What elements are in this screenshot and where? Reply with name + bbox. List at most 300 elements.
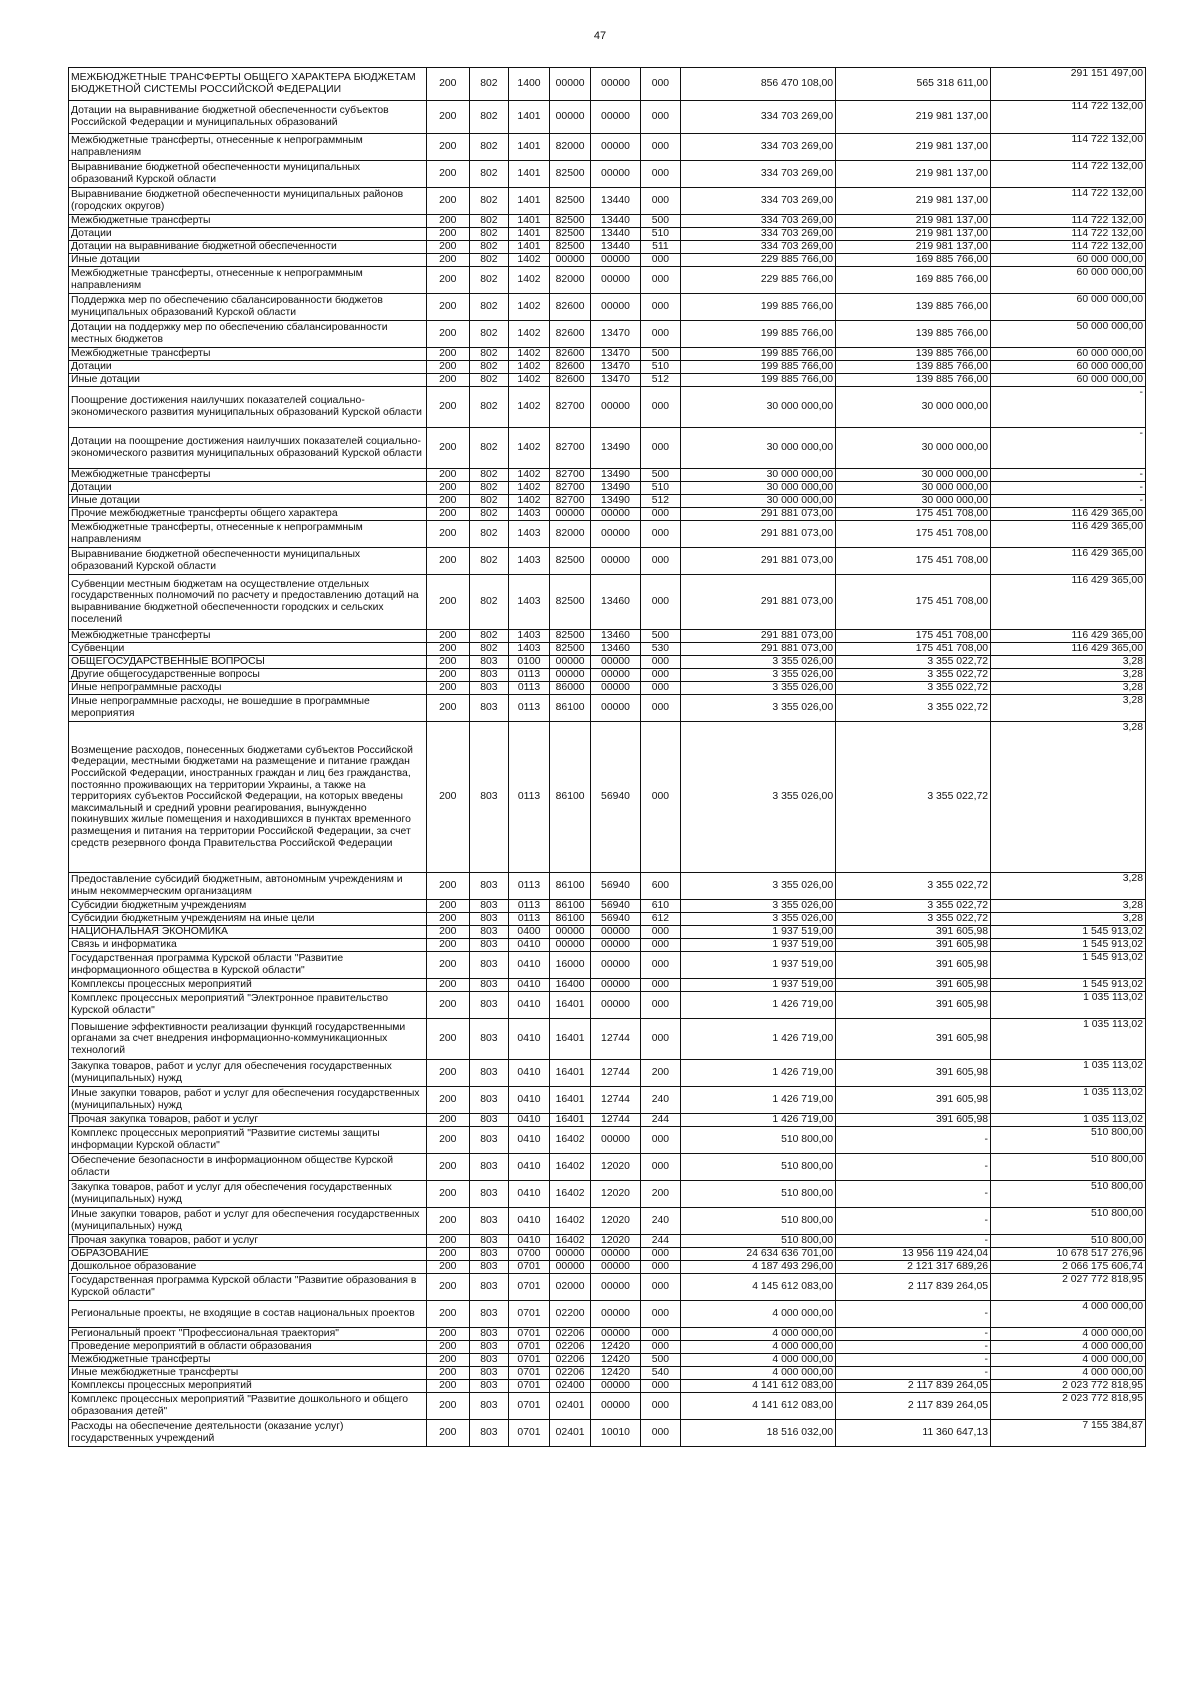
amount-cell-a2: - [836, 1127, 991, 1154]
amount-cell-a1: 1 426 719,00 [681, 992, 836, 1019]
amount-cell-a3: 291 151 497,00 [991, 68, 1146, 101]
code-cell-c2: 803 [469, 1114, 509, 1127]
amount-cell-a2: 391 605,98 [836, 1019, 991, 1060]
code-cell-c2: 803 [469, 1380, 509, 1393]
code-cell-c2: 802 [469, 267, 509, 294]
table-row [69, 294, 1146, 321]
amount-cell-a1: 510 800,00 [681, 1127, 836, 1154]
amount-cell-a2: 219 981 137,00 [836, 161, 991, 188]
amount-cell-a3: 3,28 [991, 669, 1146, 682]
code-cell-c6: 000 [640, 1380, 681, 1393]
table-row [69, 161, 1146, 188]
row-name-cell: Закупка товаров, работ и услуг для обеспечения государственных (муниципальных) нужд [69, 1181, 427, 1208]
code-cell-c1: 200 [426, 913, 469, 926]
code-cell-c1: 200 [426, 228, 469, 241]
code-cell-c6: 240 [640, 1208, 681, 1235]
amount-cell-a2: 3 355 022,72 [836, 669, 991, 682]
code-cell-c2: 802 [469, 161, 509, 188]
amount-cell-a3: 510 800,00 [991, 1208, 1146, 1235]
code-cell-c3: 0701 [509, 1420, 550, 1447]
code-cell-c1: 200 [426, 348, 469, 361]
row-name-cell: Комплексы процессных мероприятий [69, 979, 427, 992]
code-cell-c4: 82500 [549, 188, 591, 215]
code-cell-c4: 16402 [549, 1127, 591, 1154]
code-cell-c5: 12420 [591, 1354, 640, 1367]
code-cell-c5: 00000 [591, 1393, 640, 1420]
amount-cell-a3: 114 722 132,00 [991, 101, 1146, 134]
amount-cell-a2: 13 956 119 424,04 [836, 1248, 991, 1261]
code-cell-c6: 500 [640, 1354, 681, 1367]
code-cell-c6: 000 [640, 1274, 681, 1301]
code-cell-c5: 13470 [591, 361, 640, 374]
amount-cell-a1: 30 000 000,00 [681, 495, 836, 508]
code-cell-c5: 00000 [591, 1328, 640, 1341]
row-name-cell: МЕЖБЮДЖЕТНЫЕ ТРАНСФЕРТЫ ОБЩЕГО ХАРАКТЕРА БЮДЖЕТАМ БЮДЖЕТНОЙ СИСТЕМЫ РОССИЙСКОЙ ФЕДЕРАЦИИ [69, 68, 427, 101]
amount-cell-a1: 229 885 766,00 [681, 267, 836, 294]
row-name-cell: Комплекс процессных мероприятий "Развитие дошкольного и общего образования детей" [69, 1393, 427, 1420]
amount-cell-a2: 391 605,98 [836, 1060, 991, 1087]
code-cell-c6: 000 [640, 161, 681, 188]
amount-cell-a1: 199 885 766,00 [681, 361, 836, 374]
amount-cell-a1: 4 187 493 296,00 [681, 1261, 836, 1274]
code-cell-c5: 13470 [591, 348, 640, 361]
code-cell-c6: 540 [640, 1367, 681, 1380]
code-cell-c2: 802 [469, 294, 509, 321]
amount-cell-a2: 3 355 022,72 [836, 656, 991, 669]
code-cell-c3: 0701 [509, 1380, 550, 1393]
code-cell-c3: 1401 [509, 101, 550, 134]
code-cell-c3: 0410 [509, 1235, 550, 1248]
amount-cell-a2: 175 451 708,00 [836, 643, 991, 656]
amount-cell-a3: 4 000 000,00 [991, 1341, 1146, 1354]
code-cell-c4: 82600 [549, 374, 591, 387]
amount-cell-a3: 60 000 000,00 [991, 254, 1146, 267]
amount-cell-a2: 30 000 000,00 [836, 469, 991, 482]
row-name-cell: ОБЩЕГОСУДАРСТВЕННЫЕ ВОПРОСЫ [69, 656, 427, 669]
code-cell-c2: 802 [469, 469, 509, 482]
code-cell-c5: 00000 [591, 101, 640, 134]
code-cell-c5: 13490 [591, 469, 640, 482]
code-cell-c4: 02000 [549, 1274, 591, 1301]
amount-cell-a2: - [836, 1208, 991, 1235]
code-cell-c6: 000 [640, 1127, 681, 1154]
amount-cell-a2: 219 981 137,00 [836, 101, 991, 134]
code-cell-c3: 0701 [509, 1274, 550, 1301]
code-cell-c6: 000 [640, 254, 681, 267]
amount-cell-a1: 334 703 269,00 [681, 161, 836, 188]
table-row [69, 1420, 1146, 1447]
code-cell-c1: 200 [426, 1060, 469, 1087]
code-cell-c6: 000 [640, 952, 681, 979]
amount-cell-a2: 175 451 708,00 [836, 575, 991, 630]
code-cell-c2: 802 [469, 254, 509, 267]
amount-cell-a2: 391 605,98 [836, 979, 991, 992]
amount-cell-a3: 1 035 113,02 [991, 992, 1146, 1019]
table-row [69, 1087, 1146, 1114]
row-name-cell: Региональные проекты, не входящие в состав национальных проектов [69, 1301, 427, 1328]
code-cell-c4: 86100 [549, 900, 591, 913]
amount-cell-a2: 3 355 022,72 [836, 900, 991, 913]
row-name-cell: Дотации на выравнивание бюджетной обеспеченности [69, 241, 427, 254]
code-cell-c3: 0113 [509, 873, 550, 900]
code-cell-c2: 802 [469, 374, 509, 387]
code-cell-c4: 16402 [549, 1154, 591, 1181]
code-cell-c1: 200 [426, 267, 469, 294]
code-cell-c5: 00000 [591, 992, 640, 1019]
code-cell-c6: 500 [640, 630, 681, 643]
amount-cell-a2: 219 981 137,00 [836, 134, 991, 161]
amount-cell-a2: 219 981 137,00 [836, 215, 991, 228]
table-row [69, 939, 1146, 952]
amount-cell-a2: 30 000 000,00 [836, 495, 991, 508]
code-cell-c6: 000 [640, 321, 681, 348]
code-cell-c4: 16401 [549, 992, 591, 1019]
code-cell-c3: 1401 [509, 215, 550, 228]
row-name-cell: Прочая закупка товаров, работ и услуг [69, 1235, 427, 1248]
code-cell-c2: 803 [469, 1248, 509, 1261]
code-cell-c1: 200 [426, 575, 469, 630]
amount-cell-a2: 565 318 611,00 [836, 68, 991, 101]
code-cell-c6: 000 [640, 1248, 681, 1261]
amount-cell-a3: 510 800,00 [991, 1127, 1146, 1154]
amount-cell-a2: 219 981 137,00 [836, 241, 991, 254]
amount-cell-a1: 1 426 719,00 [681, 1087, 836, 1114]
code-cell-c4: 00000 [549, 656, 591, 669]
row-name-cell: НАЦИОНАЛЬНАЯ ЭКОНОМИКА [69, 926, 427, 939]
table-row [69, 267, 1146, 294]
code-cell-c5: 00000 [591, 1301, 640, 1328]
row-name-cell: Межбюджетные трансферты [69, 1354, 427, 1367]
row-name-cell: Иные межбюджетные трансферты [69, 1367, 427, 1380]
code-cell-c3: 1402 [509, 321, 550, 348]
row-name-cell: Другие общегосударственные вопросы [69, 669, 427, 682]
row-name-cell: Дотации [69, 361, 427, 374]
code-cell-c1: 200 [426, 1114, 469, 1127]
code-cell-c4: 82500 [549, 241, 591, 254]
code-cell-c4: 02200 [549, 1301, 591, 1328]
amount-cell-a1: 1 937 519,00 [681, 952, 836, 979]
amount-cell-a1: 1 426 719,00 [681, 1114, 836, 1127]
code-cell-c3: 1403 [509, 508, 550, 521]
code-cell-c3: 0410 [509, 952, 550, 979]
code-cell-c2: 803 [469, 913, 509, 926]
amount-cell-a3: - [991, 469, 1146, 482]
code-cell-c6: 510 [640, 228, 681, 241]
row-name-cell: Государственная программа Курской области "Развитие информационного общества в Курской области" [69, 952, 427, 979]
row-name-cell: Предоставление субсидий бюджетным, автономным учреждениям и иным некоммерческим организациям [69, 873, 427, 900]
table-row [69, 1208, 1146, 1235]
amount-cell-a2: 2 117 839 264,05 [836, 1393, 991, 1420]
code-cell-c4: 16401 [549, 1087, 591, 1114]
amount-cell-a2: 175 451 708,00 [836, 508, 991, 521]
amount-cell-a2: 391 605,98 [836, 926, 991, 939]
row-name-cell: Выравнивание бюджетной обеспеченности муниципальных образований Курской области [69, 548, 427, 575]
code-cell-c4: 00000 [549, 508, 591, 521]
amount-cell-a3: 2 023 772 818,95 [991, 1380, 1146, 1393]
row-name-cell: Выравнивание бюджетной обеспеченности муниципальных образований Курской области [69, 161, 427, 188]
code-cell-c6: 000 [640, 521, 681, 548]
row-name-cell: Связь и информатика [69, 939, 427, 952]
code-cell-c2: 803 [469, 1127, 509, 1154]
code-cell-c5: 00000 [591, 979, 640, 992]
code-cell-c6: 500 [640, 469, 681, 482]
code-cell-c6: 000 [640, 1341, 681, 1354]
code-cell-c2: 802 [469, 361, 509, 374]
code-cell-c4: 16400 [549, 979, 591, 992]
code-cell-c3: 1401 [509, 228, 550, 241]
amount-cell-a1: 334 703 269,00 [681, 101, 836, 134]
code-cell-c4: 82600 [549, 294, 591, 321]
amount-cell-a2: 3 355 022,72 [836, 695, 991, 722]
code-cell-c3: 0701 [509, 1301, 550, 1328]
code-cell-c2: 803 [469, 1154, 509, 1181]
code-cell-c1: 200 [426, 482, 469, 495]
code-cell-c4: 16402 [549, 1235, 591, 1248]
table-row [69, 241, 1146, 254]
code-cell-c3: 0400 [509, 926, 550, 939]
table-row [69, 952, 1146, 979]
code-cell-c6: 000 [640, 508, 681, 521]
code-cell-c2: 803 [469, 722, 509, 873]
code-cell-c2: 803 [469, 979, 509, 992]
row-name-cell: Проведение мероприятий в области образования [69, 1341, 427, 1354]
amount-cell-a2: 30 000 000,00 [836, 428, 991, 469]
code-cell-c6: 244 [640, 1114, 681, 1127]
table-row [69, 1328, 1146, 1341]
amount-cell-a3: 1 035 113,02 [991, 1019, 1146, 1060]
amount-cell-a2: 2 117 839 264,05 [836, 1380, 991, 1393]
code-cell-c4: 00000 [549, 939, 591, 952]
code-cell-c4: 16402 [549, 1181, 591, 1208]
code-cell-c5: 00000 [591, 669, 640, 682]
table-row [69, 68, 1146, 101]
amount-cell-a1: 30 000 000,00 [681, 428, 836, 469]
code-cell-c1: 200 [426, 134, 469, 161]
code-cell-c5: 13440 [591, 215, 640, 228]
amount-cell-a2: 391 605,98 [836, 952, 991, 979]
code-cell-c6: 000 [640, 267, 681, 294]
code-cell-c4: 82000 [549, 267, 591, 294]
amount-cell-a2: 139 885 766,00 [836, 348, 991, 361]
code-cell-c6: 000 [640, 294, 681, 321]
amount-cell-a3: 1 035 113,02 [991, 1060, 1146, 1087]
code-cell-c5: 13470 [591, 374, 640, 387]
amount-cell-a3: 1 035 113,02 [991, 1114, 1146, 1127]
code-cell-c6: 000 [640, 1301, 681, 1328]
row-name-cell: Комплексы процессных мероприятий [69, 1380, 427, 1393]
code-cell-c4: 00000 [549, 68, 591, 101]
table-row [69, 630, 1146, 643]
table-row [69, 722, 1146, 873]
code-cell-c3: 0410 [509, 1127, 550, 1154]
table-row [69, 695, 1146, 722]
amount-cell-a3: 2 023 772 818,95 [991, 1393, 1146, 1420]
amount-cell-a3: 114 722 132,00 [991, 215, 1146, 228]
row-name-cell: Обеспечение безопасности в информационном обществе Курской области [69, 1154, 427, 1181]
code-cell-c3: 0410 [509, 1087, 550, 1114]
amount-cell-a3: 114 722 132,00 [991, 161, 1146, 188]
code-cell-c1: 200 [426, 939, 469, 952]
code-cell-c4: 00000 [549, 254, 591, 267]
code-cell-c5: 13490 [591, 495, 640, 508]
amount-cell-a2: 139 885 766,00 [836, 361, 991, 374]
code-cell-c3: 0701 [509, 1328, 550, 1341]
row-name-cell: Межбюджетные трансферты, отнесенные к непрограммным направлениям [69, 521, 427, 548]
code-cell-c2: 803 [469, 873, 509, 900]
table-row [69, 387, 1146, 428]
code-cell-c5: 00000 [591, 1380, 640, 1393]
row-name-cell: Межбюджетные трансферты [69, 469, 427, 482]
code-cell-c3: 1402 [509, 387, 550, 428]
row-name-cell: Дотации [69, 482, 427, 495]
amount-cell-a1: 3 355 026,00 [681, 913, 836, 926]
amount-cell-a1: 856 470 108,00 [681, 68, 836, 101]
code-cell-c5: 12020 [591, 1235, 640, 1248]
code-cell-c5: 00000 [591, 521, 640, 548]
code-cell-c6: 000 [640, 992, 681, 1019]
code-cell-c6: 530 [640, 643, 681, 656]
code-cell-c4: 82500 [549, 215, 591, 228]
code-cell-c6: 000 [640, 548, 681, 575]
code-cell-c6: 510 [640, 482, 681, 495]
amount-cell-a3: 1 545 913,02 [991, 939, 1146, 952]
row-name-cell: Комплекс процессных мероприятий "Развитие системы защиты информации Курской области" [69, 1127, 427, 1154]
code-cell-c1: 200 [426, 900, 469, 913]
code-cell-c1: 200 [426, 682, 469, 695]
code-cell-c5: 12744 [591, 1114, 640, 1127]
code-cell-c3: 0410 [509, 939, 550, 952]
code-cell-c1: 200 [426, 722, 469, 873]
code-cell-c4: 00000 [549, 101, 591, 134]
code-cell-c6: 000 [640, 926, 681, 939]
amount-cell-a1: 199 885 766,00 [681, 294, 836, 321]
amount-cell-a1: 229 885 766,00 [681, 254, 836, 267]
code-cell-c4: 02206 [549, 1354, 591, 1367]
code-cell-c1: 200 [426, 321, 469, 348]
amount-cell-a2: 2 121 317 689,26 [836, 1261, 991, 1274]
amount-cell-a2: 3 355 022,72 [836, 722, 991, 873]
table-row [69, 215, 1146, 228]
amount-cell-a3: 3,28 [991, 913, 1146, 926]
code-cell-c2: 803 [469, 1261, 509, 1274]
amount-cell-a2: - [836, 1354, 991, 1367]
table-row [69, 1341, 1146, 1354]
amount-cell-a2: 175 451 708,00 [836, 548, 991, 575]
table-row [69, 1060, 1146, 1087]
amount-cell-a1: 510 800,00 [681, 1208, 836, 1235]
code-cell-c5: 12020 [591, 1154, 640, 1181]
amount-cell-a1: 291 881 073,00 [681, 643, 836, 656]
code-cell-c1: 200 [426, 1019, 469, 1060]
amount-cell-a2: - [836, 1301, 991, 1328]
code-cell-c2: 803 [469, 1087, 509, 1114]
code-cell-c5: 13460 [591, 630, 640, 643]
code-cell-c3: 0100 [509, 656, 550, 669]
amount-cell-a3: 116 429 365,00 [991, 521, 1146, 548]
code-cell-c4: 00000 [549, 669, 591, 682]
amount-cell-a3: 2 066 175 606,74 [991, 1261, 1146, 1274]
code-cell-c3: 0701 [509, 1261, 550, 1274]
code-cell-c5: 10010 [591, 1420, 640, 1447]
code-cell-c3: 1403 [509, 521, 550, 548]
code-cell-c6: 000 [640, 188, 681, 215]
code-cell-c3: 1402 [509, 294, 550, 321]
code-cell-c6: 511 [640, 241, 681, 254]
code-cell-c2: 803 [469, 682, 509, 695]
code-cell-c5: 00000 [591, 68, 640, 101]
code-cell-c4: 86000 [549, 682, 591, 695]
code-cell-c2: 803 [469, 1181, 509, 1208]
amount-cell-a3: 116 429 365,00 [991, 575, 1146, 630]
code-cell-c3: 0410 [509, 1208, 550, 1235]
amount-cell-a1: 334 703 269,00 [681, 134, 836, 161]
row-name-cell: Расходы на обеспечение деятельности (оказание услуг) государственных учреждений [69, 1420, 427, 1447]
amount-cell-a3: 10 678 517 276,96 [991, 1248, 1146, 1261]
amount-cell-a3: 510 800,00 [991, 1235, 1146, 1248]
code-cell-c3: 1402 [509, 348, 550, 361]
amount-cell-a1: 1 937 519,00 [681, 939, 836, 952]
code-cell-c6: 200 [640, 1181, 681, 1208]
code-cell-c6: 000 [640, 1393, 681, 1420]
amount-cell-a3: 4 000 000,00 [991, 1354, 1146, 1367]
code-cell-c5: 56940 [591, 722, 640, 873]
code-cell-c6: 000 [640, 575, 681, 630]
amount-cell-a3: 2 027 772 818,95 [991, 1274, 1146, 1301]
amount-cell-a2: 219 981 137,00 [836, 188, 991, 215]
code-cell-c2: 803 [469, 1420, 509, 1447]
amount-cell-a2: - [836, 1341, 991, 1354]
row-name-cell: Поддержка мер по обеспечению сбалансированности бюджетов муниципальных образований Курской области [69, 294, 427, 321]
amount-cell-a2: 391 605,98 [836, 992, 991, 1019]
code-cell-c5: 56940 [591, 900, 640, 913]
amount-cell-a2: 30 000 000,00 [836, 387, 991, 428]
code-cell-c4: 82500 [549, 228, 591, 241]
code-cell-c2: 802 [469, 482, 509, 495]
code-cell-c5: 00000 [591, 1248, 640, 1261]
code-cell-c5: 00000 [591, 548, 640, 575]
table-row [69, 575, 1146, 630]
code-cell-c2: 803 [469, 1301, 509, 1328]
amount-cell-a1: 24 634 636 701,00 [681, 1248, 836, 1261]
table-row [69, 321, 1146, 348]
amount-cell-a1: 30 000 000,00 [681, 469, 836, 482]
row-name-cell: Дотации [69, 228, 427, 241]
amount-cell-a2: 391 605,98 [836, 939, 991, 952]
table-row [69, 669, 1146, 682]
row-name-cell: Субсидии бюджетным учреждениям на иные цели [69, 913, 427, 926]
code-cell-c5: 00000 [591, 1261, 640, 1274]
code-cell-c2: 802 [469, 495, 509, 508]
code-cell-c1: 200 [426, 669, 469, 682]
code-cell-c4: 16401 [549, 1060, 591, 1087]
code-cell-c3: 1401 [509, 188, 550, 215]
code-cell-c1: 200 [426, 361, 469, 374]
amount-cell-a2: 139 885 766,00 [836, 374, 991, 387]
table-row [69, 1301, 1146, 1328]
code-cell-c5: 13490 [591, 482, 640, 495]
code-cell-c2: 802 [469, 101, 509, 134]
code-cell-c1: 200 [426, 952, 469, 979]
amount-cell-a3: 1 035 113,02 [991, 1087, 1146, 1114]
amount-cell-a3: 4 000 000,00 [991, 1301, 1146, 1328]
table-row [69, 1235, 1146, 1248]
code-cell-c1: 200 [426, 387, 469, 428]
code-cell-c3: 1402 [509, 428, 550, 469]
code-cell-c5: 00000 [591, 294, 640, 321]
table-row [69, 508, 1146, 521]
code-cell-c3: 0113 [509, 722, 550, 873]
table-row [69, 979, 1146, 992]
